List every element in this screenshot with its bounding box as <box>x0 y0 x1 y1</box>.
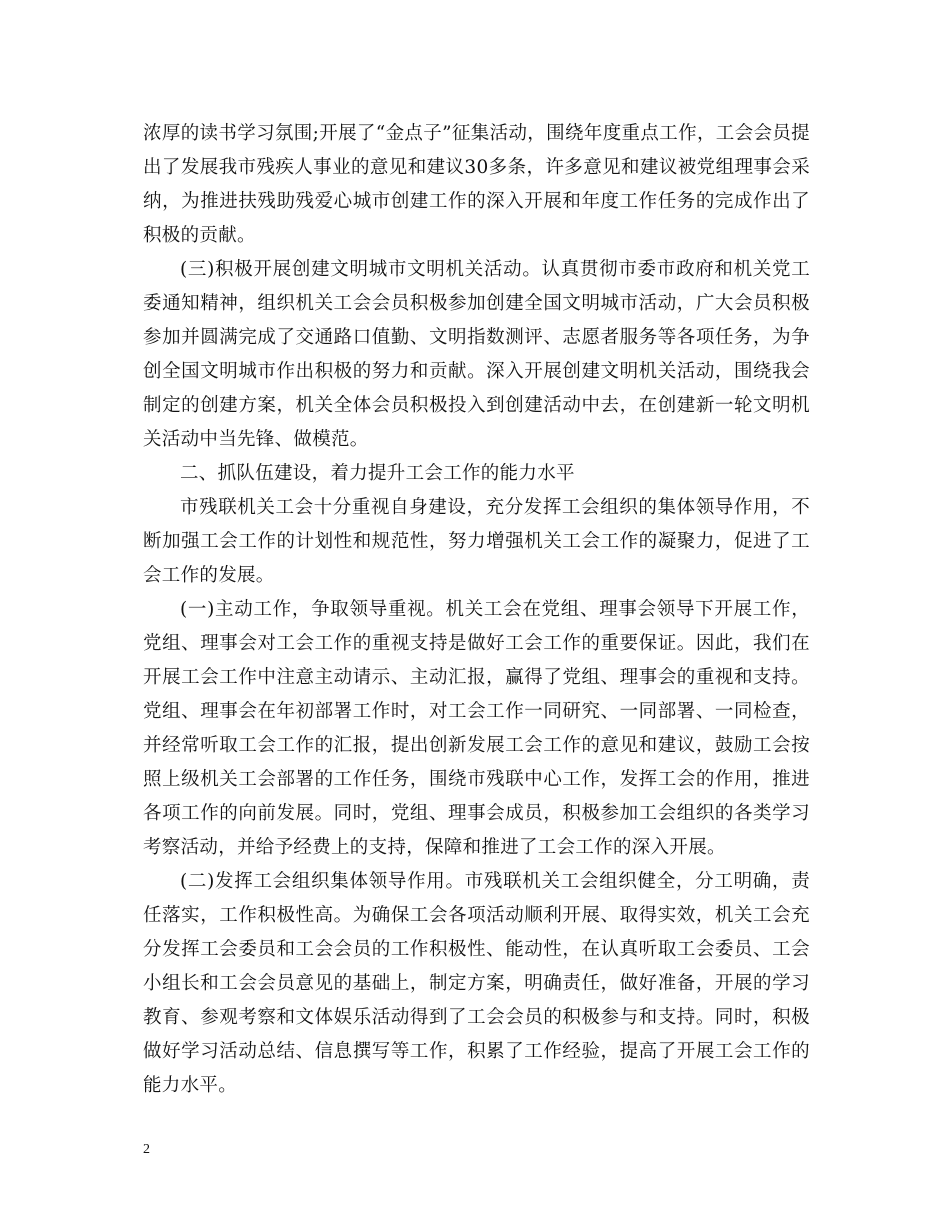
paragraph-reading-atmosphere: 浓厚的读书学习氛围;开展了“金点子”征集活动，围绕年度重点工作，工会会员提出了发展我市残疾人事业的意见和建议30多条，许多意见和建议被党组理事会采纳，为推进扶残助残爱心城市创建工作的深入开展和年度工作任务的完成作出了积极的贡献。 <box>143 123 810 246</box>
page-number: 2 <box>143 1142 150 1157</box>
paragraph-active-work: (一)主动工作，争取领导重视。机关工会在党组、理事会领导下开展工作，党组、理事会对工会工作的重视支持是做好工会工作的重要保证。因此，我们在开展工会工作中注意主动请示、主动汇报，赢得了党组、理事会的重视和支持。党组、理事会在年初部署工作时，对工会工作一同研究、一同部署、一同检查，并经常听取工会工作的汇报，提出创新发展工会工作的意见和建议，鼓励工会按照上级机关工会部署的工作任务，围绕市残联中心工作，发挥工会的作用，推进各项工作的向前发展。同时，党组、理事会成员，积极参加工会组织的各类学习考察活动，并给予经费上的支持，保障和推进了工会工作的深入开展。 <box>143 599 810 858</box>
paragraph-collective-leadership: (二)发挥工会组织集体领导作用。市残联机关工会组织健全，分工明确，责任落实，工作积极性高。为确保工会各项活动顺利开展、取得实效，机关工会充分发挥工会委员和工会会员的工作积极性、能动性，在认真听取工会委员、工会小组长和工会会员意见的基础上，制定方案，明确责任，做好准备，开展的学习教育、参观考察和文体娱乐活动得到了工会会员的积极参与和支持。同时，积极做好学习活动总结、信息撰写等工作，积累了工作经验，提高了开展工会工作的能力水平。 <box>143 871 810 1096</box>
section-heading-team-building: 二、抓队伍建设，着力提升工会工作的能力水平 <box>180 463 575 484</box>
document-body <box>143 117 810 1103</box>
paragraph-civilized-city: (三)积极开展创建文明城市文明机关活动。认真贯彻市委市政府和机关党工委通知精神，组织机关工会会员积极参加创建全国文明城市活动，广大会员积极参加并圆满完成了交通路口值勤、文明指数测评、志愿者服务等各项任务，为争创全国文明城市作出积极的努力和贡献。深入开展创建文明机关活动，围绕我会制定的创建方案，机关全体会员积极投入到创建活动中去，在创建新一轮文明机关活动中当先锋、做模范。 <box>143 259 810 450</box>
paragraph-self-building: 市残联机关工会十分重视自身建设，充分发挥工会组织的集体领导作用，不断加强工会工作的计划性和规范性，努力增强机关工会工作的凝聚力，促进了工会工作的发展。 <box>143 497 810 586</box>
